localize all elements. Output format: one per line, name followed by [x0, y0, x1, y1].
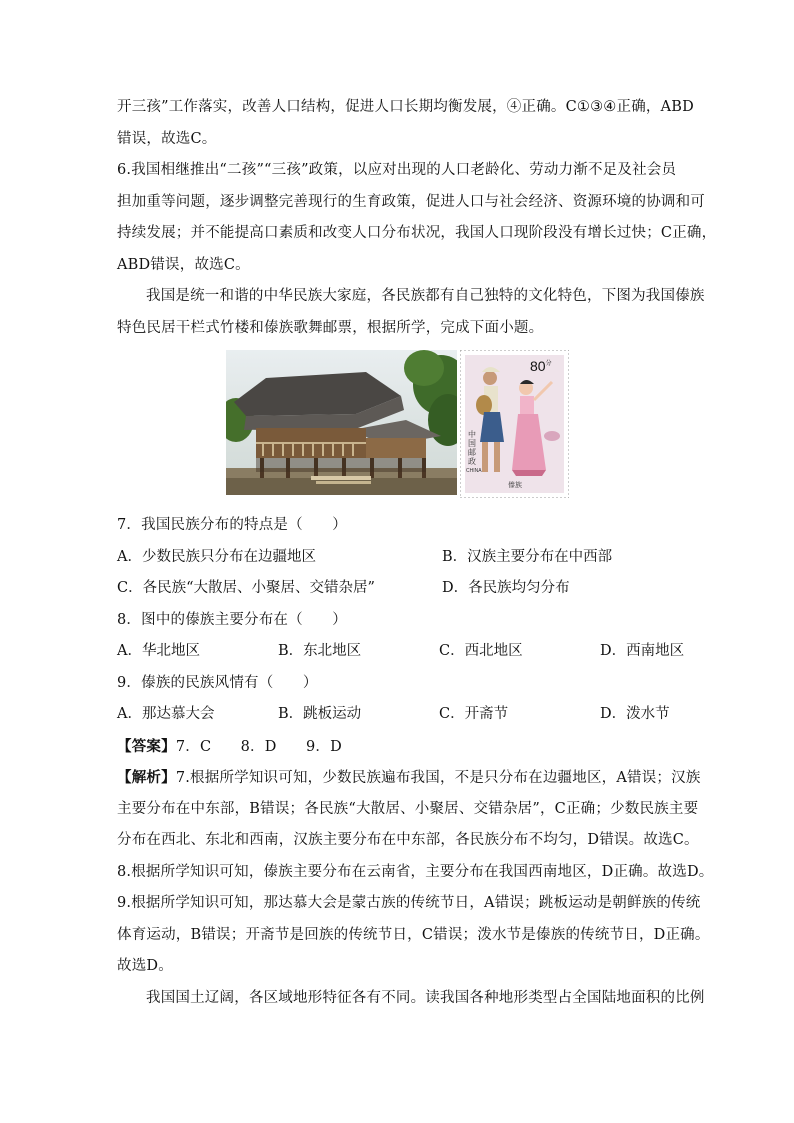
analysis-line: 故选D。: [117, 958, 173, 974]
question-stem: 8．图中的傣族主要分布在（ ）: [117, 611, 347, 628]
option-c: C．各民族“大散居、小聚居、交错杂居”: [117, 580, 375, 596]
stamp-country: 中国邮政: [468, 430, 476, 466]
option-a: A．那达慕大会: [117, 706, 215, 722]
stamp-country-en: CHINA: [466, 468, 482, 474]
q7-options-row: [117, 542, 687, 574]
stilt-house-photo: [226, 350, 457, 495]
option-b: B．东北地区: [278, 643, 362, 659]
analysis-label: 【解析】: [117, 769, 176, 786]
question-stem: 9．傣族的民族风情有（ ）: [117, 674, 318, 691]
text-line: 担加重等问题，逐步调整完善现行的生育政策，促进人口与社会经济、资源环境的协调和可: [117, 193, 705, 210]
analysis-line: 分布在西北、东北和西南，汉族主要分布在中东部，各民族分布不均匀，D错误。故选C。: [117, 832, 699, 848]
q7-options-row: [117, 573, 687, 605]
analysis-line: 体育运动，B错误；开斋节是回族的传统节日，C错误；泼水节是傣族的传统节日，D正确。: [117, 926, 710, 943]
option-c: C．西北地区: [439, 643, 523, 659]
option-a: A．华北地区: [117, 643, 200, 659]
option-b: B．汉族主要分布在中西部: [442, 548, 613, 565]
option-b: B．跳板运动: [278, 706, 362, 722]
analysis-line: 【解析】7.根据所学知识可知，少数民族遍布我国，不是只分布在边疆地区，A错误；汉族: [117, 769, 701, 786]
text-line: ABD错误，故选C。: [117, 256, 250, 273]
text-line: 错误，故选C。: [117, 130, 217, 147]
next-intro-paragraph: 我国国土辽阔，各区域地形特征各有不同。读我国各种地形类型占全国陆地面积的比例: [146, 989, 705, 1006]
answer-text: 7．C 8．D 9．D: [175, 738, 342, 755]
answer-label: 【答案】: [117, 737, 176, 755]
option-d: D．各民族均匀分布: [442, 580, 570, 596]
answer-line: [117, 731, 687, 763]
q9-options-row: [117, 699, 687, 731]
stamp-value: $80^分$: [530, 358, 552, 374]
intro-paragraph: 特色民居干栏式竹楼和傣族歌舞邮票，根据所学，完成下面小题。: [117, 319, 544, 336]
text-line: 6.我国相继推出“二孩”“三孩”政策，以应对出现的人口老龄化、劳动力渐不足及社会员: [117, 162, 677, 178]
option-a: A．少数民族只分布在边疆地区: [117, 548, 316, 565]
q8-options-row: [117, 636, 687, 668]
figure: [117, 350, 687, 504]
document-page: [117, 92, 717, 1014]
option-d: D．泼水节: [600, 706, 670, 722]
option-c: C．开斋节: [439, 706, 509, 722]
text-line: 开三孩”工作落实，改善人口结构，促进人口长期均衡发展，④正确。C①③④正确，ABD: [117, 99, 694, 115]
analysis-line: 主要分布在中东部，B错误；各民族“大散居、小聚居、交错杂居”，C正确；少数民族主要: [117, 800, 699, 817]
analysis-line: 8.根据所学知识可知，傣族主要分布在云南省，主要分布在我国西南地区，D正确。故选D。: [117, 863, 714, 880]
question-stem: 7．我国民族分布的特点是（ ）: [117, 517, 347, 533]
stamp-caption: 傣族: [508, 481, 522, 489]
text-line: 持续发展；并不能提高口素质和改变人口分布状况，我国人口现阶段没有增长过快；C正确，: [117, 225, 717, 241]
option-d: D．西南地区: [600, 643, 685, 659]
analysis-line: 9.根据所学知识可知，那达慕大会是蒙古族的传统节日，A错误；跳板运动是朝鲜族的传统: [117, 895, 701, 911]
intro-paragraph: 我国是统一和谐的中华民族大家庭，各民族都有自己独特的文化特色，下图为我国傣族: [146, 288, 705, 304]
dai-dance-stamp: [460, 350, 569, 498]
